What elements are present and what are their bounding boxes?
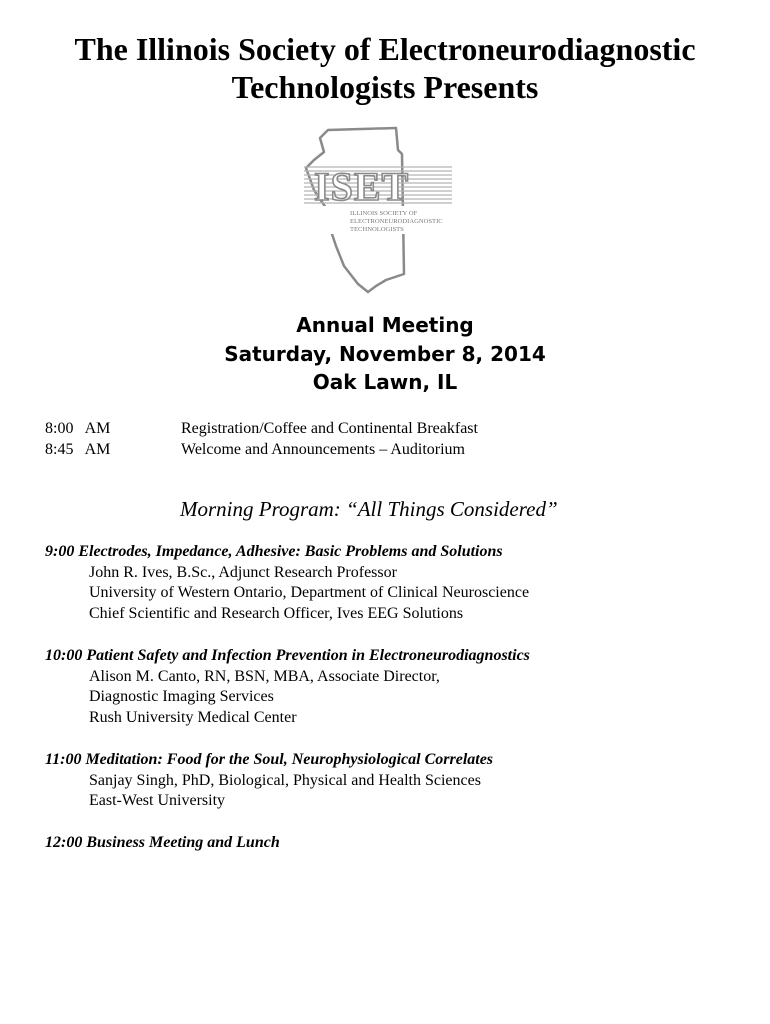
session-line: John R. Ives, B.Sc., Adjunct Research Professor: [89, 563, 397, 581]
schedule-time: 8:00 AM: [45, 420, 111, 437]
event-name: Annual Meeting: [296, 313, 474, 337]
session-title: 10:00 Patient Safety and Infection Prevention in Electroneurodiagnostics: [45, 647, 530, 664]
schedule-time: 8:45 AM: [45, 441, 111, 458]
title-line-2: Technologists Presents: [231, 69, 539, 105]
event-location: Oak Lawn, IL: [312, 370, 458, 394]
session-title: 9:00 Electrodes, Impedance, Adhesive: Basic Problems and Solutions: [45, 543, 503, 560]
program-heading: Morning Program: “All Things Considered”: [180, 497, 558, 521]
session-line: Sanjay Singh, PhD, Biological, Physical and Health Sciences: [89, 771, 481, 789]
session-line: Alison M. Canto, RN, BSN, MBA, Associate Director,: [89, 667, 440, 685]
event-date: Saturday, November 8, 2014: [224, 341, 546, 366]
schedule-description: Welcome and Announcements – Auditorium: [181, 441, 465, 458]
session-title: 12:00 Business Meeting and Lunch: [45, 834, 280, 851]
page-title: [0, 30, 770, 106]
session-line: Diagnostic Imaging Services: [89, 688, 274, 706]
session-line: University of Western Ontario, Department of Clinical Neuroscience: [89, 584, 530, 602]
logo-subtitle-3: Technologists: [350, 226, 404, 233]
title-line-1: The Illinois Society of Electroneurodiagnostic: [74, 31, 696, 67]
logo-subtitle-1: Illinois Society of: [350, 210, 418, 217]
iset-logo: [300, 124, 460, 294]
event-info: [0, 311, 770, 397]
program-session: [45, 750, 493, 812]
session-title: 11:00 Meditation: Food for the Soul, Neurophysiological Correlates: [45, 751, 494, 768]
session-line: Chief Scientific and Research Officer, Ives EEG Solutions: [89, 605, 464, 623]
schedule-description: Registration/Coffee and Continental Breakfast: [181, 420, 478, 437]
program-session: [45, 646, 530, 729]
program-session: [45, 833, 280, 854]
session-line: Rush University Medical Center: [89, 709, 297, 727]
logo-acronym: ISET: [314, 164, 410, 209]
program-session: [45, 542, 529, 625]
session-line: East-West University: [89, 792, 226, 810]
logo-subtitle-2: Electroneurodiagnostic: [350, 218, 443, 225]
